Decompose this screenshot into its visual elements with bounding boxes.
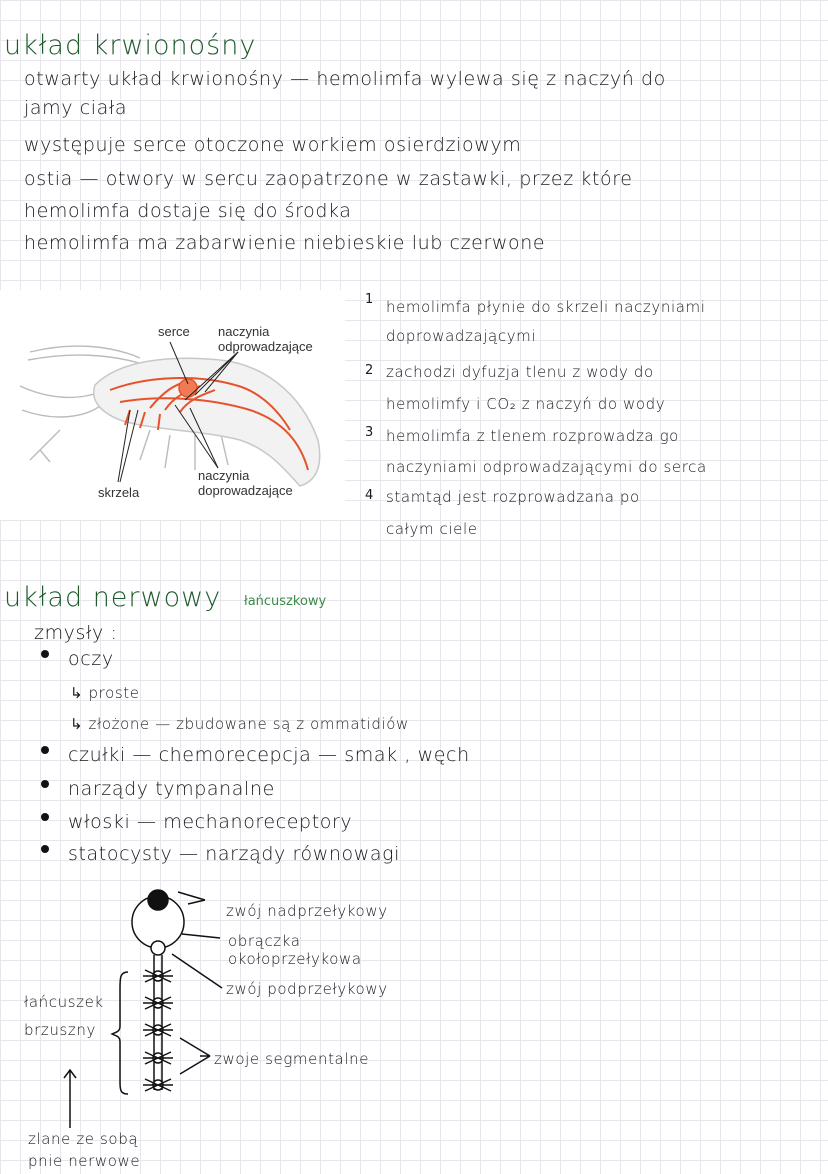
step-number: 2: [365, 363, 374, 378]
label-line: obrączka: [228, 932, 301, 950]
text-line: hemolimfa ma zabarwienie niebieskie lub czerwone: [24, 232, 546, 254]
label-line: pnie nerwowe: [28, 1152, 141, 1170]
step-line: zachodzi dyfuzja tlenu z wody do: [386, 363, 654, 381]
bullet-dot: [41, 746, 49, 754]
sense-antennae: czułki — chemorecepcja — smak , węch: [68, 744, 470, 766]
bullet-dot: [41, 813, 49, 821]
segmental-ganglia: [143, 970, 173, 1091]
bullet-dot: [41, 650, 49, 658]
step-line: całym ciele: [386, 520, 478, 538]
label-segmental: zwoje segmentalne: [214, 1050, 370, 1068]
label-ring: [228, 932, 362, 968]
label-line: doprowadzające: [198, 483, 293, 498]
step-line: hemolimfa płynie do skrzeli naczyniami: [386, 298, 706, 316]
label-line: okołoprzełykowa: [228, 950, 362, 968]
text-line: ostia — otwory w sercu zaopatrzone w zastawki, przez które: [24, 168, 633, 190]
step-line: naczyniami odprowadzającymi do serca: [386, 458, 707, 476]
label-line: zlane ze sobą: [28, 1130, 139, 1148]
label-fused-trunks: [28, 1128, 140, 1172]
section-title-circulatory: układ krwionośny: [4, 30, 257, 61]
sense-statocysts: statocysty — narządy równowagi: [68, 843, 400, 865]
label-heart: serce: [158, 324, 190, 339]
label-line: odprowadzające: [218, 339, 313, 354]
label-subesophageal: zwój podprzełykowy: [226, 980, 388, 998]
step-number: 1: [365, 292, 374, 307]
nerve-chain-diagram: [0, 878, 460, 1168]
senses-label: zmysły :: [34, 622, 118, 644]
step-number: 4: [365, 488, 374, 503]
label-ventral-chain: [24, 988, 104, 1044]
step-number: 3: [365, 425, 374, 440]
step-line: hemolimfa z tlenem rozprowadza go: [386, 427, 679, 445]
label-supraesophageal: zwój nadprzełykowy: [226, 902, 388, 920]
bullet-dot: [41, 845, 49, 853]
crayfish-diagram: [0, 290, 345, 520]
sense-tympanal: narządy tympanalne: [68, 778, 275, 800]
text-line: występuje serce otoczone workiem osierdziowym: [24, 134, 522, 156]
text-line: otwarty układ krwionośny — hemolimfa wylewa się z naczyń do: [24, 68, 666, 90]
label-line: naczynia: [218, 324, 270, 339]
text-line: jamy ciała: [24, 97, 128, 119]
label-vessels-in: [198, 468, 293, 498]
text-line: hemolimfa dostaje się do środka: [24, 200, 352, 222]
sense-eyes-simple: ↳ proste: [70, 684, 140, 702]
sense-eyes: oczy: [68, 648, 114, 670]
sense-eyes-compound: ↳ złożone — zbudowane są z ommatidiów: [70, 715, 409, 733]
sense-hairs: włoski — mechanoreceptory: [68, 811, 353, 833]
step-line: doprowadzającymi: [386, 327, 537, 345]
step-line: stamtąd jest rozprowadzana po: [386, 488, 640, 506]
bullet-dot: [41, 780, 49, 788]
label-gills: skrzela: [98, 485, 140, 500]
step-line: hemolimfy i CO₂ z naczyń do wody: [386, 395, 666, 413]
label-line: łańcuszek: [24, 993, 104, 1011]
section-title-nervous: układ nerwowy: [4, 582, 222, 613]
section-subtitle-nervous: łańcuszkowy: [244, 594, 327, 609]
label-line: naczynia: [198, 468, 250, 483]
label-vessels-out: [218, 324, 313, 354]
label-line: brzuszny: [24, 1021, 96, 1039]
